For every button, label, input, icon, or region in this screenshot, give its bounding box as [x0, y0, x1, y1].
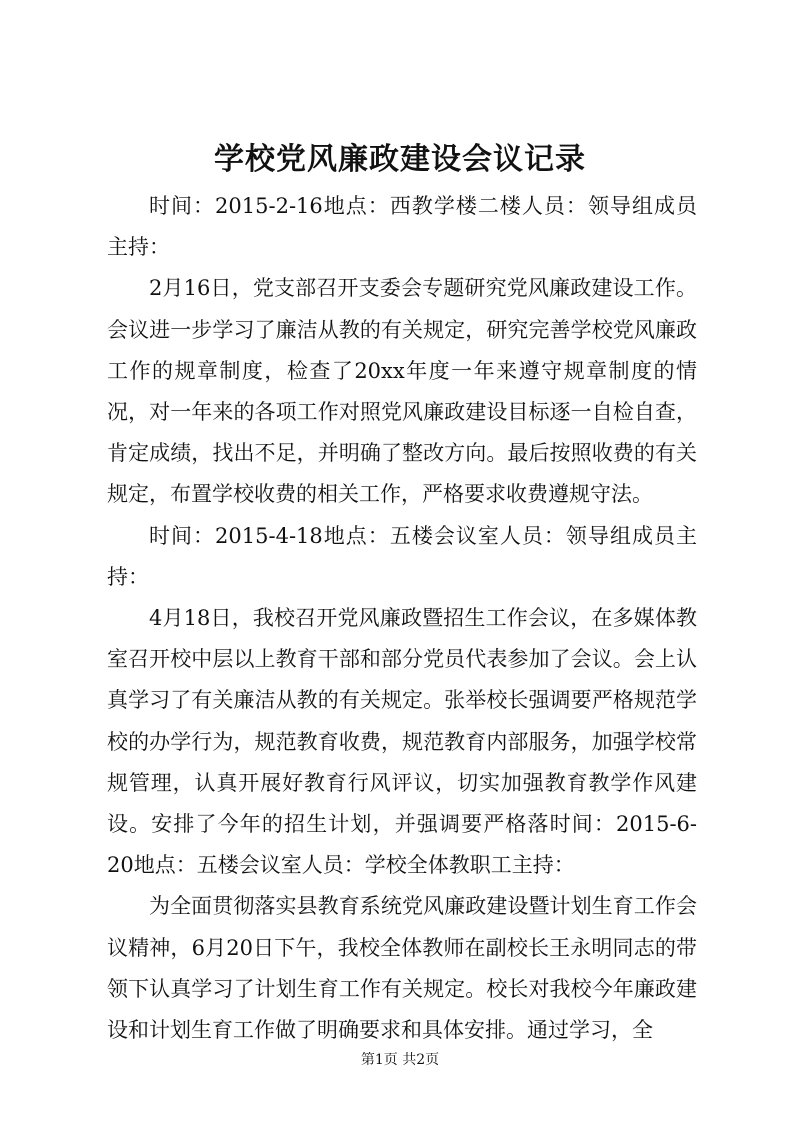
page-number-footer: 第1页 共2页 [360, 1052, 440, 1068]
paragraph-meeting-1-info: 时间：2015-2-16地点：西教学楼二楼人员：领导组成员主持： [107, 194, 697, 260]
paragraph-meeting-2-info: 时间：2015-4-18地点：五楼会议室人员：领导组成员主持： [107, 523, 697, 589]
paragraph-meeting-2-content: 4月18日，我校召开党风廉政暨招生工作会议，在多媒体教室召开校中层以上教育干部和部分党员代表参加了会议。会上认真学习了有关廉洁从教的有关规定。张举校长强调要严格规范学校的办学行为，规范教育收费，规范教育内部服务，加强学校常规管理，认真开展好教育行风评议，切实加强教育教学作风建设。安排了今年的招生计划，并强调要严格落时间：2015-6-20地点：五楼会议室人员：学校全体教职工主持： [107, 606, 697, 878]
paragraph-meeting-1-content: 2月16日，党支部召开支委会专题研究党风廉政建设工作。会议进一步学习了廉洁从教的有关规定，研究完善学校党风廉政工作的规章制度，检查了20xx年度一年来遵守规章制度的情况，对一年来的各项工作对照党风廉政建设目标逐一自检自查，肯定成绩，找出不足，并明确了整改方向。最后按照收费的有关规定，布置学校收费的相关工作，严格要求收费遵规守法。 [107, 276, 697, 507]
document-title: 学校党风廉政建设会议记录 [214, 142, 586, 177]
paragraph-meeting-3-content: 为全面贯彻落实县教育系统党风廉政建设暨计划生育工作会议精神，6月20日下午，我校全体教师在副校长王永明同志的带领下认真学习了计划生育工作有关规定。校长对我校今年廉政建设和计划生育工作做了明确要求和具体安排。通过学习，全 [107, 894, 697, 1043]
document-body [107, 186, 697, 1051]
